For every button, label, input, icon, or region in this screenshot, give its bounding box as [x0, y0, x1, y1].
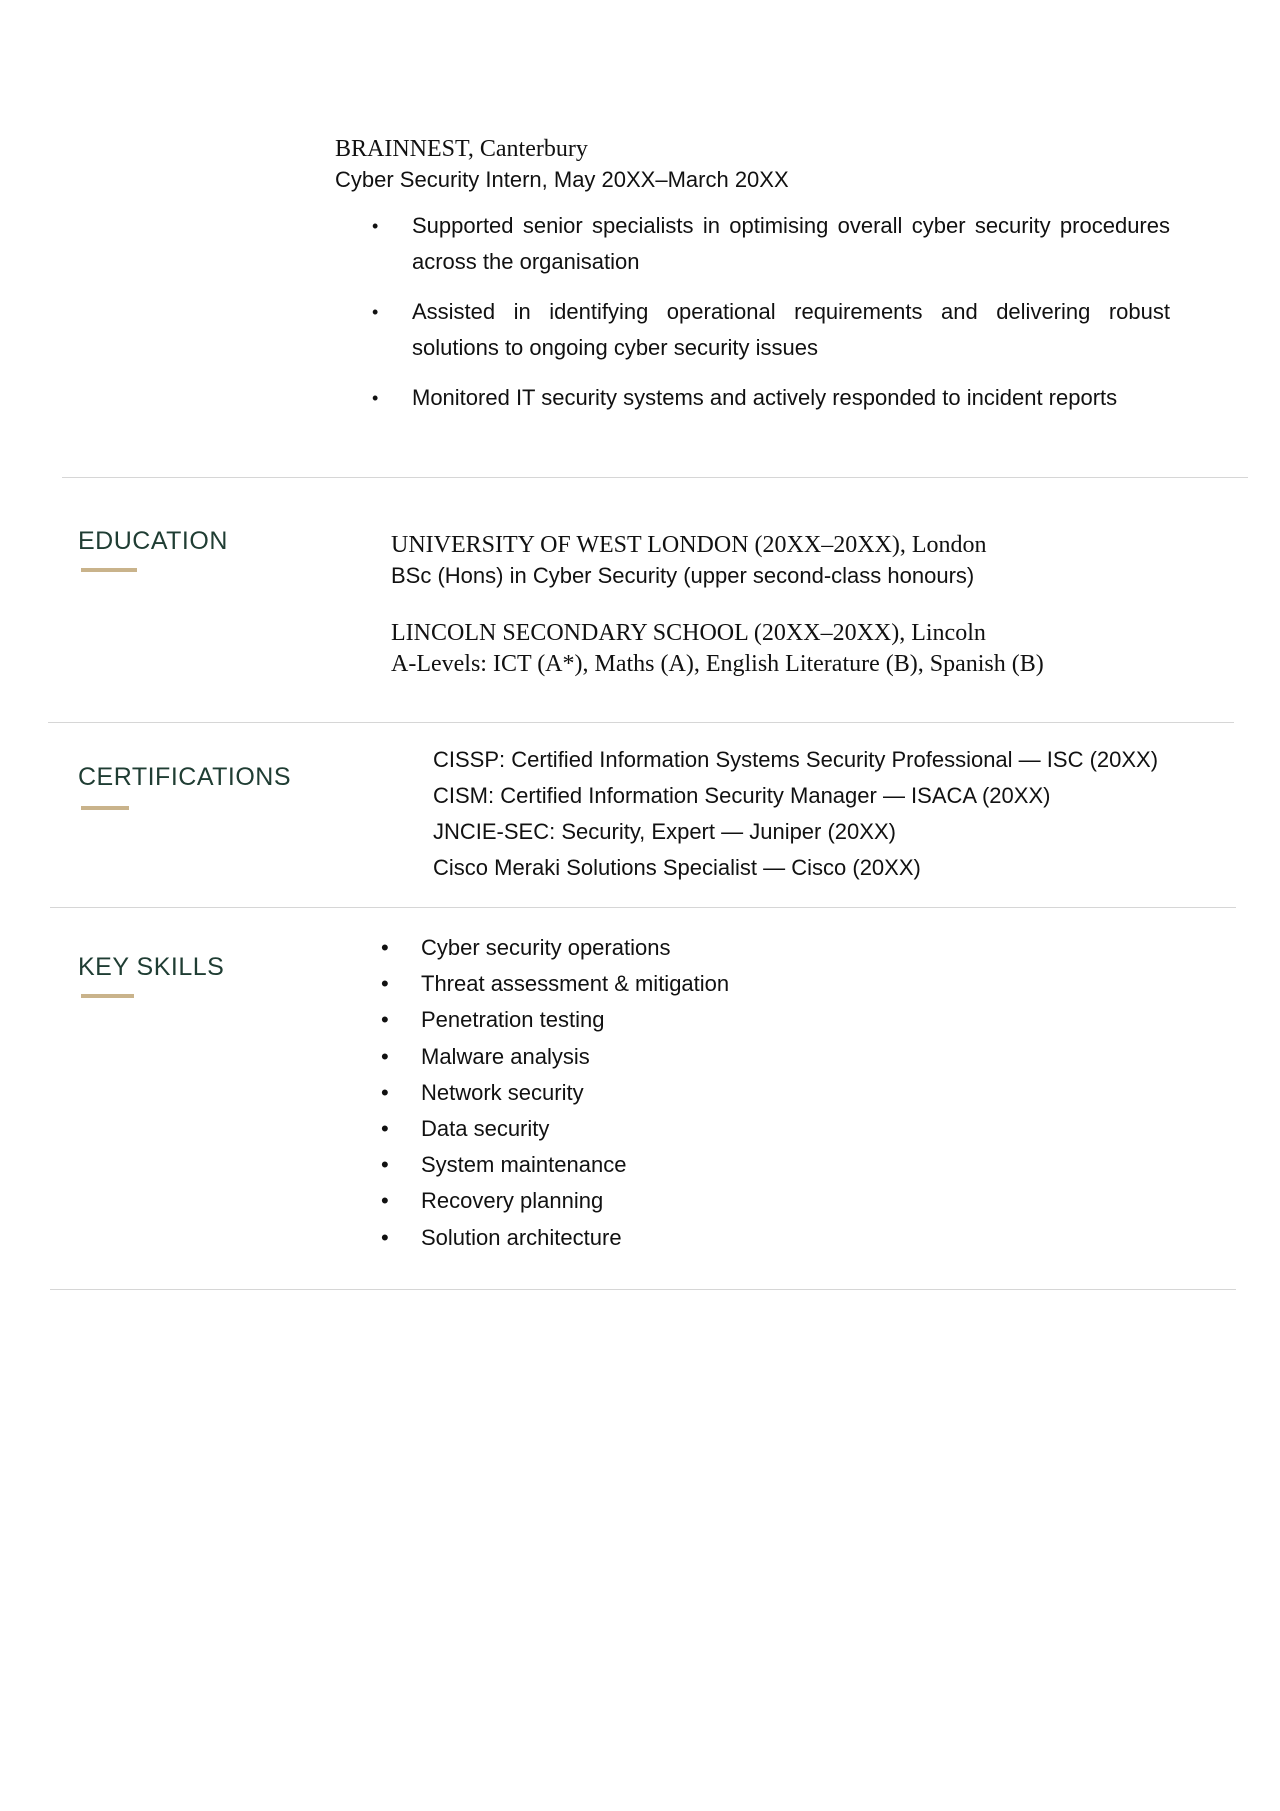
- skill-item: • Recovery planning: [381, 1183, 729, 1219]
- bullet-icon: •: [381, 971, 389, 997]
- experience-job-title: Cyber Security Intern, May 20XX–March 20XX: [335, 167, 789, 192]
- certification-item: JNCIE-SEC: Security, Expert — Juniper (20XX): [433, 819, 896, 844]
- bullet-icon: •: [381, 935, 389, 960]
- experience-bullet: • Assisted in identifying operational requirements and delivering robust solutions to ongoing cyber security issues: [372, 294, 1170, 366]
- experience-bullet-list: [372, 208, 1170, 430]
- education-entry-name: UNIVERSITY OF WEST LONDON (20XX–20XX), London: [391, 532, 987, 558]
- section-divider: [62, 477, 1248, 478]
- education-entry-desc: A-Levels: ICT (A*), Maths (A), English Literature (B), Spanish (B): [391, 651, 1044, 677]
- bullet-icon: •: [372, 388, 379, 408]
- certification-item: CISM: Certified Information Security Manager — ISACA (20XX): [433, 783, 1051, 808]
- experience-bullet: • Supported senior specialists in optimising overall cyber security procedures across the organisation: [372, 208, 1170, 280]
- skill-item: • Cyber security operations: [381, 930, 729, 966]
- skills-list: [381, 930, 729, 1256]
- bullet-icon: •: [372, 302, 379, 322]
- skill-item: • Penetration testing: [381, 1002, 729, 1038]
- certification-item: Cisco Meraki Solutions Specialist — Cisco (20XX): [433, 855, 921, 880]
- education-entry-name: LINCOLN SECONDARY SCHOOL (20XX–20XX), Lincoln: [391, 620, 986, 646]
- section-divider: [50, 1289, 1236, 1290]
- skill-item: • Network security: [381, 1075, 729, 1111]
- education-heading: EDUCATION: [78, 527, 228, 555]
- bullet-icon: •: [381, 1152, 389, 1178]
- certifications-heading: CERTIFICATIONS: [78, 763, 292, 791]
- skill-item: • Data security: [381, 1111, 729, 1147]
- education-heading-underline: [81, 568, 137, 572]
- bullet-icon: •: [381, 1116, 389, 1142]
- skill-item: • Threat assessment & mitigation: [381, 966, 729, 1002]
- skill-item: • Malware analysis: [381, 1039, 729, 1075]
- education-entry-desc: BSc (Hons) in Cyber Security (upper second-class honours): [391, 563, 975, 588]
- certifications-list: [433, 742, 1158, 886]
- bullet-icon: •: [381, 1188, 389, 1214]
- experience-employer: BRAINNEST, Canterbury: [335, 136, 588, 162]
- section-divider: [48, 722, 1234, 723]
- bullet-icon: •: [381, 1007, 389, 1033]
- bullet-icon: •: [381, 1224, 389, 1250]
- skills-heading: KEY SKILLS: [78, 953, 225, 981]
- skills-heading-underline: [81, 994, 134, 998]
- bullet-icon: •: [381, 1043, 389, 1069]
- skill-item: • System maintenance: [381, 1147, 729, 1183]
- experience-bullet: • Monitored IT security systems and actively responded to incident reports: [372, 380, 1170, 416]
- bullet-icon: •: [372, 216, 379, 236]
- section-divider: [50, 907, 1236, 908]
- bullet-icon: •: [381, 1079, 389, 1105]
- certifications-heading-underline: [81, 806, 129, 810]
- certification-item: CISSP: Certified Information Systems Security Professional — ISC (20XX): [433, 747, 1159, 772]
- skill-item: • Solution architecture: [381, 1220, 729, 1256]
